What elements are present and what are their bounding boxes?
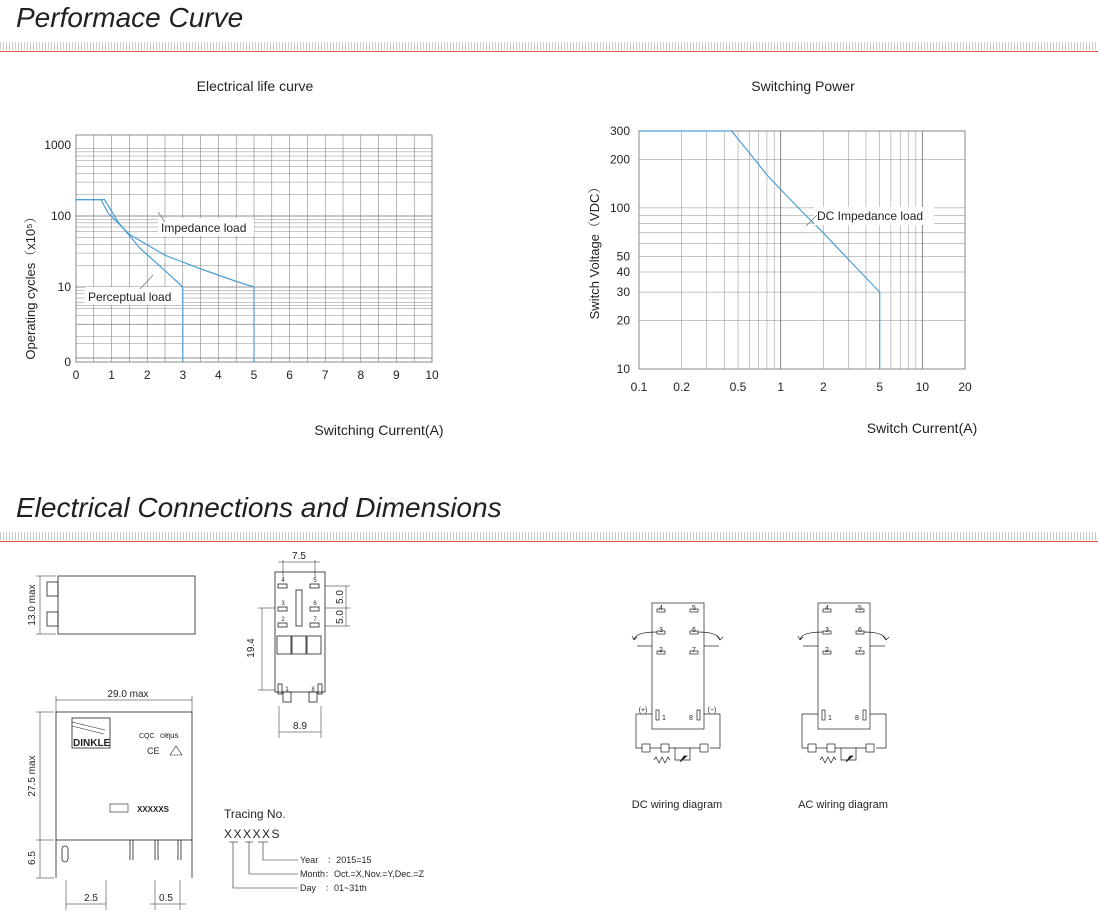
dc-pin-8: 8	[689, 715, 693, 722]
chart1-x-tick: 2	[143, 368, 151, 382]
chart1-x-tick: 9	[393, 368, 400, 382]
chart2-y-tick: 200	[609, 152, 630, 167]
chart2-series-label-dc: DC Impedance load	[817, 209, 924, 223]
tracing-leader-lines	[229, 842, 298, 888]
pin-number-6: 6	[313, 601, 317, 607]
pin-number-1: 1	[285, 687, 289, 693]
width-dimension: 29.0 max	[107, 689, 149, 700]
pin-layout-view	[258, 560, 350, 738]
ul-mark: cʀʅus	[160, 731, 179, 740]
ac-pin-4: 4	[825, 605, 829, 612]
chart1-x-axis-label: Switching Current(A)	[314, 422, 444, 438]
chart1-x-ticks	[73, 368, 439, 382]
electrical-life-chart	[23, 78, 444, 438]
chart1-series-label-perceptual: Perceptual load	[88, 290, 172, 304]
pin-spacing-a: 5.0	[335, 590, 346, 604]
chart1-x-tick: 7	[321, 368, 329, 382]
ac-wiring-diagram	[798, 603, 889, 763]
chart2-y-tick: 10	[616, 362, 630, 376]
pin-spacing-b: 5.0	[335, 610, 346, 624]
chart1-y-tick: 100	[50, 209, 71, 223]
chart1-title: Electrical life curve	[196, 78, 314, 94]
pin-number-8: 8	[311, 687, 315, 693]
tracing-mark: XXXXXS	[137, 805, 170, 814]
dc-pin-7: 7	[692, 647, 696, 654]
chart1-x-tick: 10	[425, 368, 439, 382]
chart2-y-tick: 50	[616, 249, 630, 264]
dc-pin-6: 6	[692, 627, 696, 634]
chart2-x-tick: 20	[958, 380, 972, 394]
pin-number-2: 2	[281, 617, 285, 623]
chart2-y-axis-label: Switch Voltage（VDC）	[587, 180, 602, 320]
chart2-y-tick: 300	[609, 124, 630, 138]
pin-length-dimension: 6.5	[27, 851, 38, 865]
pin-top-pitch: 7.5	[292, 551, 306, 562]
ac-wiring-caption: AC wiring diagram	[798, 799, 888, 811]
chart2-x-tick: 1	[777, 380, 785, 394]
pin-bottom-pitch: 8.9	[293, 721, 307, 732]
chart2-x-axis-label: Switch Current(A)	[866, 420, 978, 436]
ac-pin-8: 8	[855, 715, 859, 722]
pin-number-5: 5	[313, 578, 317, 584]
chart2-series	[639, 131, 934, 369]
cqc-mark: CQC	[139, 733, 155, 740]
pin-number-4: 4	[281, 578, 285, 584]
chart2-x-tick: 2	[819, 380, 827, 394]
chart1-series-label-impedance: Impedance load	[161, 221, 247, 235]
chart1-x-tick: 8	[357, 368, 365, 382]
relay-front-view	[36, 696, 192, 910]
tracing-day: Day ：01~31th	[300, 883, 367, 893]
brand-logo: DINKLE	[73, 738, 111, 749]
depth-dimension: 27.5 max	[27, 755, 38, 797]
chart2-y-tick: 20	[616, 313, 630, 328]
tracing-year: Year ：2015=15	[300, 855, 372, 865]
ac-pin-2: 2	[825, 647, 829, 654]
chart2-y-ticks	[610, 124, 630, 376]
chart2-x-tick: 0.5	[729, 380, 747, 394]
chart2-x-tick: 0.1	[630, 380, 648, 394]
chart1-x-tick: 5	[250, 368, 258, 382]
chart2-y-tick: 100	[609, 200, 630, 215]
chart2-x-tick: 0.2	[673, 380, 690, 394]
chart1-x-tick: 3	[179, 368, 187, 382]
pin-number-7: 7	[313, 617, 317, 623]
tracing-title: Tracing No.	[224, 807, 286, 821]
ac-pin-5: 5	[858, 605, 862, 612]
dc-pin-2: 2	[659, 647, 663, 654]
chart2-x-tick: 5	[876, 380, 884, 394]
chart1-y-axis-label: Operating cycles（x10⁵）	[23, 210, 38, 360]
pin-width-dimension: 0.5	[159, 893, 173, 904]
performance-curve-title: Performace Curve	[16, 2, 244, 33]
tracing-code: XXXXXS	[224, 827, 282, 841]
chart2-y-tick: 40	[616, 264, 630, 279]
height-dimension: 13.0 max	[27, 584, 38, 626]
chart2-grid	[639, 131, 965, 369]
dc-pin-1: 1	[662, 715, 666, 722]
dc-plus-terminal: (+)	[638, 707, 648, 714]
ac-pin-7: 7	[858, 647, 862, 654]
dc-wiring-caption: DC wiring diagram	[631, 799, 723, 811]
chart2-y-tick: 30	[616, 285, 630, 300]
tracing-month: Month：Oct.=X,Nov.=Y,Dec.=Z	[300, 869, 424, 879]
pin-layout-height: 19.4	[246, 638, 257, 658]
chart1-y-tick: 10	[57, 280, 71, 294]
dc-pin-4: 4	[659, 605, 663, 612]
chart2-x-tick: 10	[915, 380, 930, 394]
triangle-mark-icon	[170, 746, 182, 755]
chart1-x-tick: 4	[215, 368, 222, 382]
chart1-x-tick: 0	[72, 368, 80, 382]
chart2-x-ticks	[631, 380, 972, 394]
ac-pin-1: 1	[828, 715, 832, 722]
chart1-y-tick: 1000	[44, 138, 71, 152]
chart1-x-tick: 6	[286, 368, 293, 382]
relay-top-view	[36, 576, 195, 634]
chart1-y-ticks	[44, 138, 71, 369]
dc-wiring-diagram	[632, 603, 723, 763]
connections-title: Electrical Connections and Dimensions	[16, 492, 502, 523]
dc-pin-3: 3	[659, 627, 663, 634]
chart2-title: Switching Power	[751, 78, 855, 94]
switching-power-chart	[587, 78, 977, 436]
ac-pin-6: 6	[858, 627, 862, 634]
ac-pin-3: 3	[825, 627, 829, 634]
dc-pin-5: 5	[692, 605, 696, 612]
chart1-x-tick: 1	[108, 368, 115, 382]
dc-minus-terminal: (−)	[707, 707, 717, 714]
pin-number-3: 3	[281, 601, 285, 607]
ce-mark: CE	[147, 746, 160, 756]
pin-pitch-dimension: 2.5	[84, 893, 98, 904]
chart1-y-tick: 0	[64, 355, 71, 369]
chart2-frame	[639, 131, 965, 369]
